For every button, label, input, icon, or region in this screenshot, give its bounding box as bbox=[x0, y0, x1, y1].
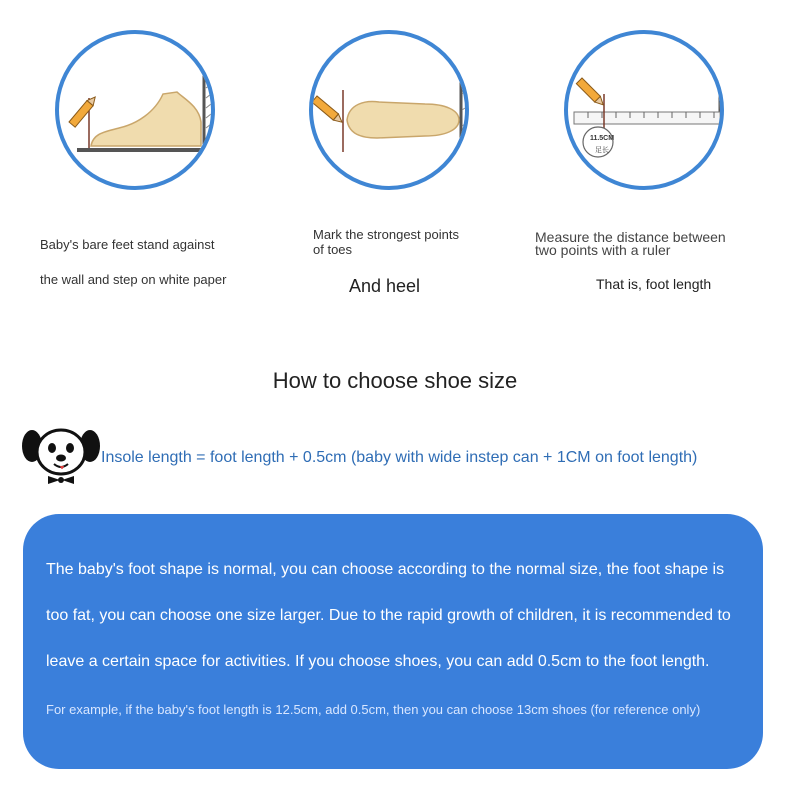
step2-illustration bbox=[309, 30, 469, 190]
step1-line2: the wall and step on white paper bbox=[40, 272, 227, 287]
ruler-badge-value: 11.5CM bbox=[589, 135, 615, 142]
section-title: How to choose shoe size bbox=[272, 368, 518, 393]
step3-sub: That is, foot length bbox=[596, 276, 712, 292]
ruler-badge-unit: 足长 bbox=[595, 147, 609, 154]
panel-note: For example, if the baby's foot length is 12.5cm, add 0.5cm, then you can choose 13cm shoes (for reference only) bbox=[46, 702, 701, 717]
step2-line1: Mark the strongest points bbox=[313, 227, 459, 242]
dog-mascot-icon bbox=[20, 424, 102, 486]
step3-line2: two points with a ruler bbox=[535, 242, 671, 258]
step3-line1: Measure the distance between bbox=[535, 229, 726, 245]
step2-sub: And heel bbox=[349, 276, 421, 296]
step2-line2: of toes bbox=[313, 242, 353, 257]
step3-illustration bbox=[564, 30, 724, 190]
ruler-icon bbox=[568, 34, 720, 186]
step1-illustration bbox=[55, 30, 215, 190]
insole-formula: Insole length = foot length + 0.5cm (baby with wide instep can + 1CM on foot length) bbox=[101, 449, 698, 466]
step1-line1: Baby's bare feet stand against bbox=[40, 237, 215, 252]
panel-line3: leave a certain space for activities. If you choose shoes, you can add 0.5cm to the foot length. bbox=[46, 653, 710, 670]
foot-side-view-icon bbox=[59, 34, 211, 186]
panel-line1: The baby's foot shape is normal, you can choose according to the normal size, the foot shape is bbox=[46, 561, 725, 578]
info-panel bbox=[23, 514, 763, 769]
panel-line2: too fat, you can choose one size larger. Due to the rapid growth of children, it is recommended to bbox=[46, 607, 731, 624]
foot-top-view-icon bbox=[313, 34, 465, 186]
